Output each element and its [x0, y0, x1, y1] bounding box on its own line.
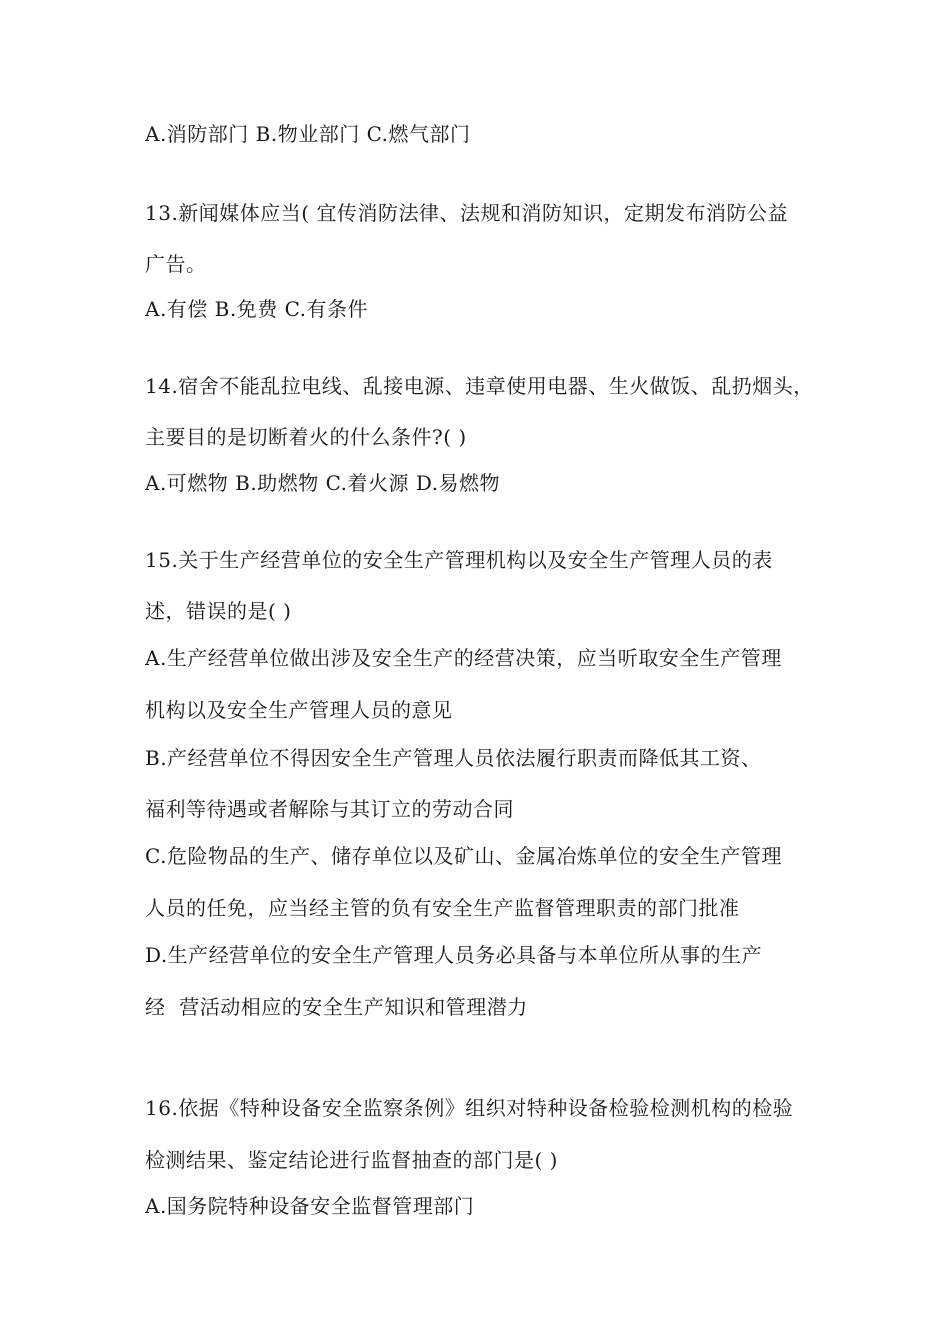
q16-option-a: A.国务院特种设备安全监督管理部门	[145, 1194, 475, 1218]
q15-option-b-line-2: 福利等待遇或者解除与其订立的劳动合同	[145, 797, 514, 821]
q13-options: A.有偿 B.免费 C.有条件	[145, 297, 369, 321]
q13-stem-line-1: 13.新闻媒体应当( 宜传消防法律、法规和消防知识，定期发布消防公益	[145, 201, 788, 225]
q15-option-b-line-1: B.产经营单位不得因安全生产管理人员依法履行职责而降低其工资、	[145, 746, 762, 770]
q15-stem-line-1: 15.关于生产经营单位的安全生产管理机构以及安全生产管理人员的表	[145, 548, 773, 572]
q14-stem-line-2: 主要目的是切断着火的什么条件?( )	[145, 425, 467, 449]
q15-option-a-line-1: A.生产经营单位做出涉及安全生产的经营决策，应当听取安全生产管理	[145, 646, 782, 670]
q15-option-d-line-2: 经 营活动相应的安全生产知识和管理潜力	[145, 995, 528, 1019]
q13-stem-line-2: 广告。	[145, 252, 207, 276]
q14-stem-line-1: 14.宿舍不能乱拉电线、乱接电源、违章使用电器、生火做饭、乱扔烟头，	[145, 374, 814, 398]
q16-stem-line-1: 16.依据《特种设备安全监察条例》组织对特种设备检验检测机构的检验	[145, 1096, 794, 1120]
q15-option-a-line-2: 机构以及安全生产管理人员的意见	[145, 698, 453, 722]
q16-stem-line-2: 检测结果、鉴定结论进行监督抽查的部门是( )	[145, 1148, 558, 1172]
q15-option-c-line-2: 人员的任免，应当经主管的负有安全生产监督管理职责的部门批准	[145, 896, 740, 920]
q12-options: A.消防部门 B.物业部门 C.燃气部门	[145, 122, 471, 146]
q15-option-d-line-1: D.生产经营单位的安全生产管理人员务必具备与本单位所从事的生产	[145, 943, 763, 967]
q15-option-c-line-1: C.危险物品的生产、储存单位以及矿山、金属冶炼单位的安全生产管理	[145, 844, 782, 868]
q15-stem-line-2: 述，错误的是( )	[145, 599, 292, 623]
q14-options: A.可燃物 B.助燃物 C.着火源 D.易燃物	[145, 471, 501, 495]
